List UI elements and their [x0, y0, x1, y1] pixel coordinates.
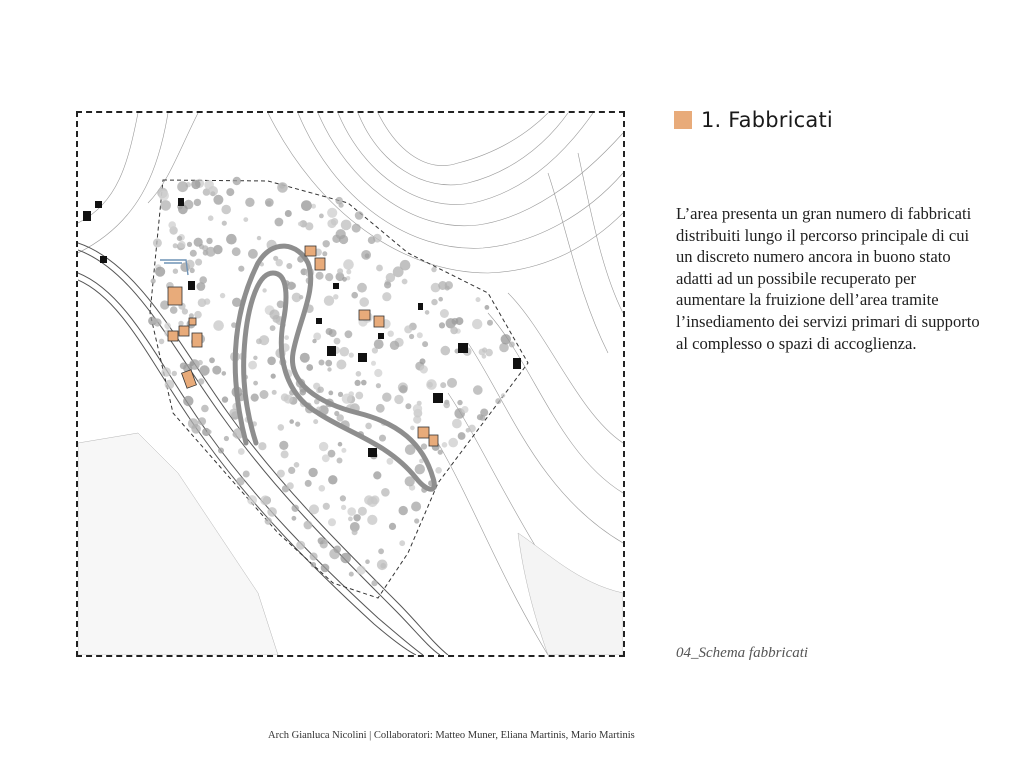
- footer-credits: Arch Gianluca Nicolini | Collaboratori: Matteo Muner, Eliana Martinis, Mario Martinis: [268, 730, 635, 741]
- figure-caption: 04_Schema fabbricati: [676, 645, 809, 661]
- hatched-zones: [78, 433, 623, 655]
- site-plan-map: [76, 111, 625, 657]
- description-text: L’area presenta un gran numero di fabbricati distribuiti lungo il percorso principale di cui un discreto numero ancora in buono stato adatti ad un possibile recuperato per aumentare la fruizione dell’area tramite l’insediamento dei servizi primari di supporto al complesso o spazi di accoglienza.: [676, 204, 980, 353]
- legend-swatch: [674, 111, 692, 129]
- legend-title: 1. Fabbricati: [701, 108, 833, 132]
- legend: [674, 108, 833, 132]
